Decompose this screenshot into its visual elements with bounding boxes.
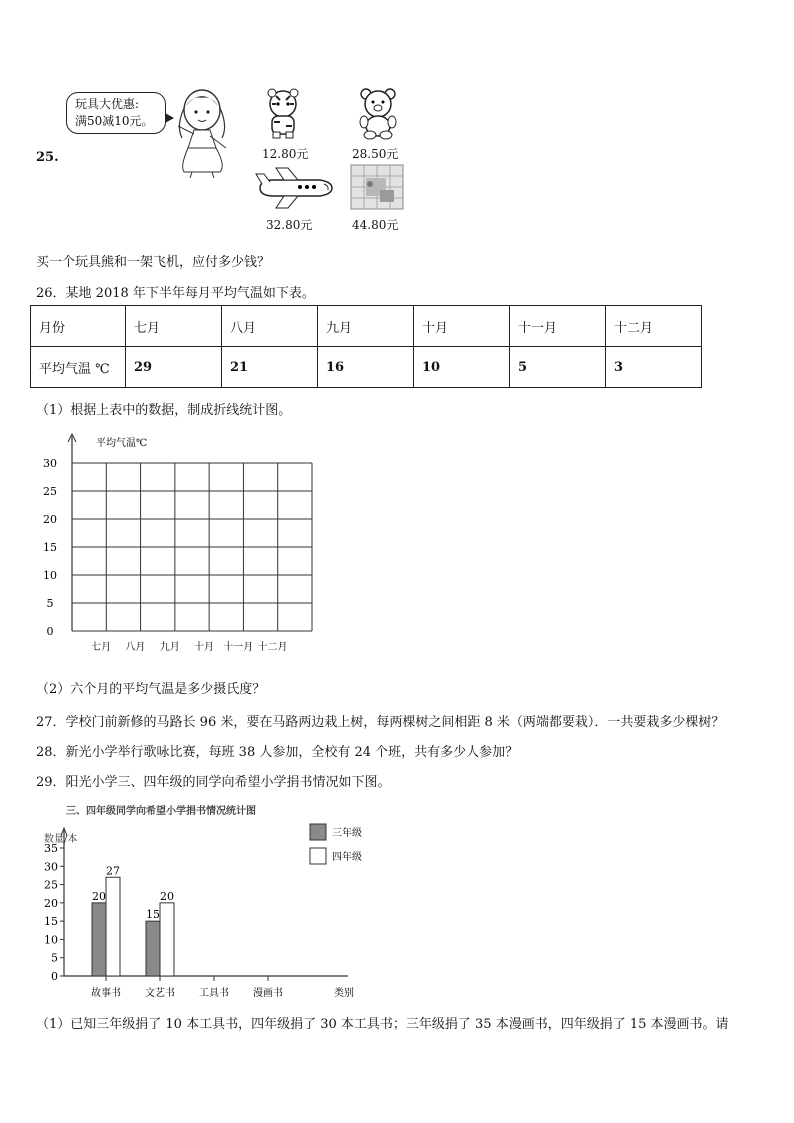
y-axis-label: 数量/本 bbox=[44, 834, 78, 845]
x-tick-label: 十月 bbox=[194, 642, 214, 653]
table-header-cell: 八月 bbox=[222, 306, 318, 347]
legend-swatch-grade3 bbox=[310, 824, 326, 840]
x-tick-label: 七月 bbox=[91, 642, 112, 653]
table-header-cell: 十月 bbox=[414, 306, 510, 347]
q29-sub1: （1）已知三年级捐了 10 本工具书，四年级捐了 30 本工具书；三年级捐了 35 本漫画书，四年级捐了 15 本漫画书。请 bbox=[36, 1017, 729, 1032]
puzzle-icon bbox=[350, 164, 404, 210]
table-row bbox=[31, 306, 702, 347]
x-tick-label: 故事书 bbox=[91, 988, 121, 999]
girl-illustration bbox=[168, 86, 236, 178]
table-cell: 平均气温 ℃ bbox=[31, 347, 126, 388]
y-tick-label: 0 bbox=[51, 970, 58, 983]
table-cell: 5 bbox=[510, 347, 606, 388]
legend-swatch-grade4 bbox=[310, 848, 326, 864]
legend-label: 四年级 bbox=[332, 852, 362, 863]
q29-title: 29．阳光小学三、四年级的同学向希望小学捐书情况如下图。 bbox=[36, 775, 391, 790]
q25-number: 25. bbox=[36, 150, 59, 165]
bubble-line-1: 玩具大优惠: bbox=[75, 97, 140, 111]
chart-title: 三、四年级同学向希望小学捐书情况统计图 bbox=[66, 806, 256, 817]
x-tick-label: 工具书 bbox=[199, 988, 229, 999]
y-tick-label: 0 bbox=[46, 625, 54, 638]
q28-text: 28．新光小学举行歌咏比赛，每班 38 人参加，全校有 24 个班，共有多少人参加？ bbox=[36, 745, 519, 760]
legend-label: 三年级 bbox=[332, 828, 362, 839]
speech-bubble bbox=[66, 92, 166, 134]
table-row bbox=[31, 347, 702, 388]
data-label: 15 bbox=[146, 908, 160, 922]
q27-text: 27．学校门前新修的马路长 96 米，要在马路两边栽上树，每两棵树之间相距 8 米（两端都要栽）．一共要栽多少棵树？ bbox=[36, 715, 725, 730]
data-label: 20 bbox=[92, 889, 106, 903]
bear-price: 28.50元 bbox=[352, 147, 399, 161]
y-tick-label: 10 bbox=[44, 933, 58, 947]
y-tick-label: 5 bbox=[51, 951, 58, 965]
y-axis-label: 平均气温℃ bbox=[96, 438, 148, 449]
bar-grade4 bbox=[106, 877, 120, 976]
x-tick-label: 八月 bbox=[125, 642, 146, 653]
tiger-icon bbox=[262, 88, 304, 140]
data-label: 27 bbox=[106, 864, 120, 878]
x-tick-label: 九月 bbox=[159, 642, 180, 653]
y-tick-label: 30 bbox=[44, 860, 58, 874]
bubble-line-2: 满50减10元。 bbox=[75, 114, 154, 128]
q26-sub1: （1）根据上表中的数据，制成折线统计图。 bbox=[36, 403, 292, 418]
x-tick-label: 十二月 bbox=[257, 642, 288, 653]
table-header-cell: 七月 bbox=[126, 306, 222, 347]
table-header-cell: 月份 bbox=[31, 306, 126, 347]
x-tick-label: 十一月 bbox=[223, 642, 254, 653]
table-cell: 21 bbox=[222, 347, 318, 388]
x-tick-label: 文艺书 bbox=[145, 988, 175, 999]
airplane-price: 32.80元 bbox=[266, 218, 313, 232]
table-header-cell: 十二月 bbox=[606, 306, 702, 347]
table-cell: 3 bbox=[606, 347, 702, 388]
x-axis-label: 类别 bbox=[334, 988, 354, 999]
book-donation-bar-chart bbox=[36, 800, 396, 1000]
bar-grade4 bbox=[160, 903, 174, 976]
tiger-price: 12.80元 bbox=[262, 147, 309, 161]
bar-grade3 bbox=[146, 921, 160, 976]
bear-icon bbox=[356, 88, 400, 140]
table-header-cell: 九月 bbox=[318, 306, 414, 347]
y-tick-label: 15 bbox=[43, 541, 57, 554]
y-tick-label: 30 bbox=[43, 457, 57, 470]
q26-sub2: （2）六个月的平均气温是多少摄氏度？ bbox=[36, 682, 266, 697]
temperature-table bbox=[30, 305, 702, 388]
x-tick-label: 漫画书 bbox=[253, 988, 283, 999]
table-cell: 29 bbox=[126, 347, 222, 388]
q26-title: 26．某地 2018 年下半年每月平均气温如下表。 bbox=[36, 286, 315, 301]
y-tick-label: 35 bbox=[44, 842, 58, 855]
y-tick-label: 25 bbox=[43, 485, 57, 498]
table-cell: 10 bbox=[414, 347, 510, 388]
y-tick-label: 15 bbox=[44, 915, 58, 929]
y-tick-label: 20 bbox=[43, 513, 57, 526]
temperature-line-chart bbox=[36, 428, 336, 660]
y-tick-label: 25 bbox=[44, 878, 58, 892]
y-tick-label: 10 bbox=[43, 569, 57, 582]
puzzle-price: 44.80元 bbox=[352, 218, 399, 232]
y-tick-label: 5 bbox=[46, 597, 54, 610]
q25-question: 买一个玩具熊和一架飞机，应付多少钱？ bbox=[36, 255, 271, 270]
y-tick-label: 20 bbox=[44, 896, 58, 910]
table-header-cell: 十一月 bbox=[510, 306, 606, 347]
bar-grade3 bbox=[92, 903, 106, 976]
data-label: 20 bbox=[160, 889, 174, 903]
airplane-icon bbox=[254, 166, 336, 210]
table-cell: 16 bbox=[318, 347, 414, 388]
